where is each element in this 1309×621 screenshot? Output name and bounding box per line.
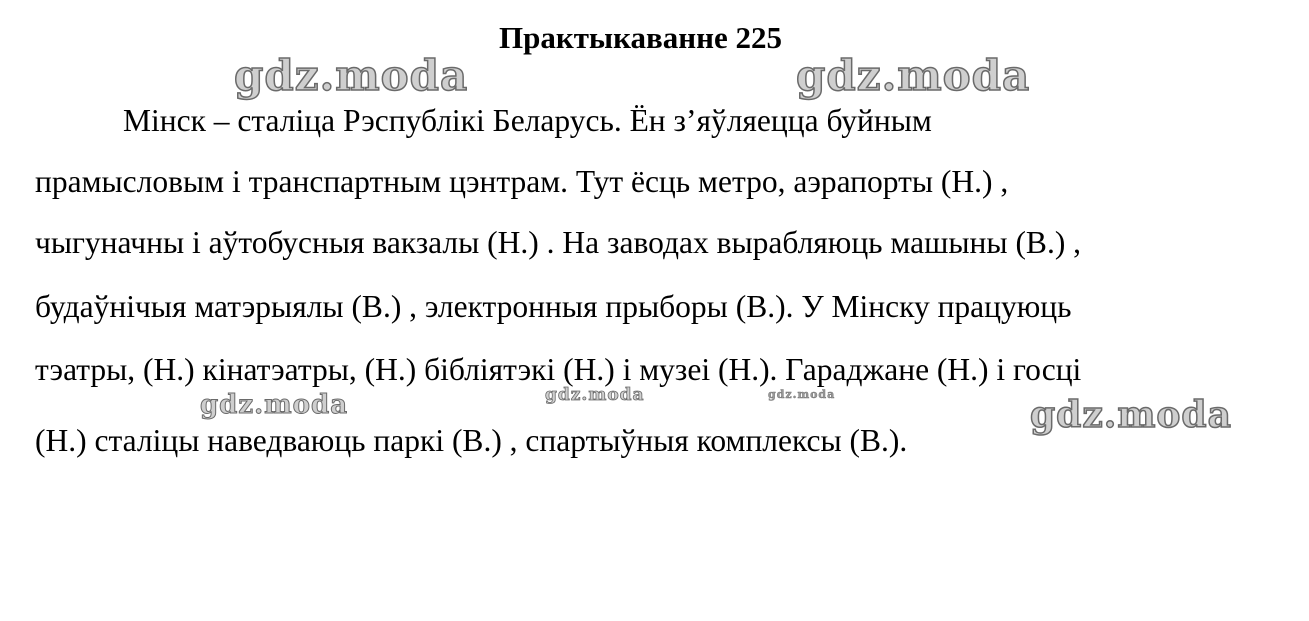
text-line-4: будаўнічыя матэрыялы (В.) , электронныя прыборы (В.). У Мінску працуюць [35, 289, 1072, 324]
text-line-3: чыгуначны і аўтобусныя вакзалы (Н.) . На заводах вырабляюць машыны (В.) , [35, 225, 1082, 260]
text-line-1: Мінск – сталіца Рэспублікі Беларусь. Ён з’яўляецца буйным [123, 103, 932, 138]
watermark-logo: gdz.moda [200, 390, 349, 420]
watermark-logo: gdz.moda [796, 51, 1031, 100]
watermark-logo: gdz.moda [234, 51, 469, 100]
watermark-logo: gdz.moda [1030, 394, 1232, 436]
text-line-5: тэатры, (Н.) кінатэатры, (Н.) бібліятэкі (Н.) і музеі (Н.). Гараджане (Н.) і госці [35, 352, 1082, 387]
watermark-logo: gdz.moda [545, 385, 645, 405]
text-line-2: прамысловым і транспартным цэнтрам. Тут ёсць метро, аэрапорты (Н.) , [35, 164, 1009, 199]
text-line-6: (Н.) сталіцы наведваюць паркі (В.) , спартыўныя комплексы (В.). [35, 423, 908, 458]
exercise-title: Практыкаванне 225 [498, 20, 782, 55]
watermark-logo: gdz.moda [768, 388, 836, 401]
